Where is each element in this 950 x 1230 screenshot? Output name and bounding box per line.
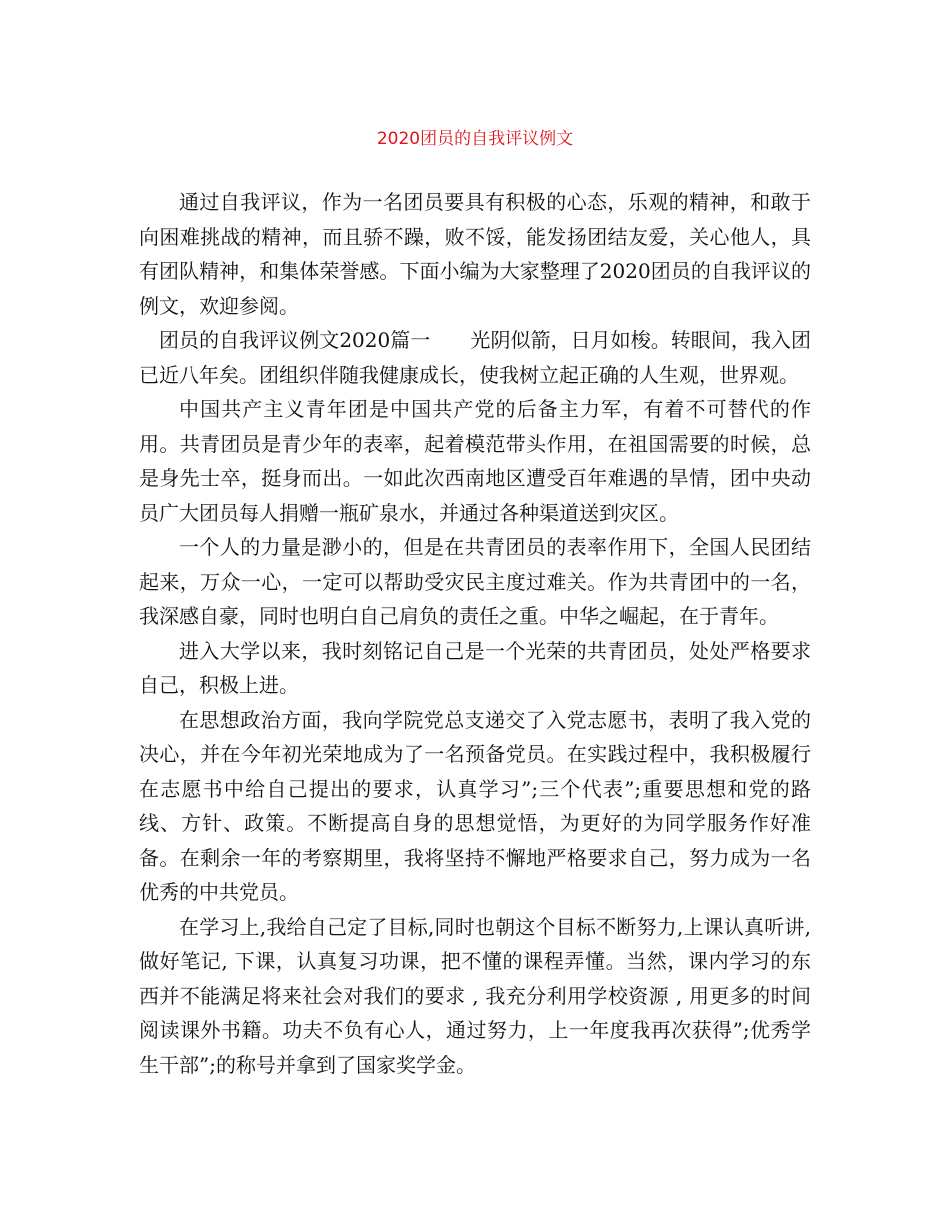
document-title: 2020团员的自我评议例文 xyxy=(376,129,574,149)
paragraph-unity: 一个人的力量是渺小的，但是在共青团员的表率作用下，全国人民团结起来，万众一心，一定可以帮助受灾民主度过难关。作为共青团中的一名，我深感自豪，同时也明白自己肩负的责任之重。中华之崛起，在于青年。 xyxy=(139,535,811,628)
paragraph-political: 在思想政治方面，我向学院党总支递交了入党志愿书，表明了我入党的决心，并在今年初光荣地成为了一名预备党员。在实践过程中，我积极履行在志愿书中给自己提出的要求，认真学习”;三个代表”;重要思想和党的路线、方针、政策。不断提高自身的思想觉悟，为更好的为同学服务作好准备。在剩余一年的考察期里，我将坚持不懈地严格要求自己，努力成为一名优秀的中共党员。 xyxy=(139,707,811,904)
paragraph-university: 进入大学以来，我时刻铭记自己是一个光荣的共青团员，处处严格要求自己，积极上进。 xyxy=(139,638,811,697)
paragraph-intro: 通过自我评议，作为一名团员要具有积极的心态，乐观的精神，和敢于向困难挑战的精神，而且骄不躁，败不馁，能发扬团结友爱，关心他人，具有团队精神，和集体荣誉感。下面小编为大家整理了2020团员的自我评议的例文，欢迎参阅。 xyxy=(139,190,811,318)
paragraph-section-heading: 团员的自我评议例文2020篇一 光阴似箭，日月如梭。转眼间，我入团已近八年矣。团组织伴随我健康成长，使我树立起正确的人生观，世界观。 xyxy=(139,328,811,387)
paragraph-league-role: 中国共产主义青年团是中国共产党的后备主力军，有着不可替代的作用。共青团员是青少年的表率，起着模范带头作用，在祖国需要的时候，总是身先士卒，挺身而出。一如此次西南地区遭受百年难遇的旱情，团中央动员广大团员每人捐赠一瓶矿泉水，并通过各种渠道送到灾区。 xyxy=(139,397,811,525)
paragraph-study: 在学习上,我给自己定了目标,同时也朝这个目标不断努力,上课认真听讲,做好笔记, 下课，认真复习功课，把不懂的课程弄懂。当然，课内学习的东西并不能满足将来社会对我们的要求 , 我充分利用学校资源 , 用更多的时间阅读课外书籍。功夫不负有心人，通过努力，上一年度我再次获得”;优秀学生干部”;的称号并拿到了国家奖学金。 xyxy=(139,914,811,1077)
document-body xyxy=(139,185,811,1082)
